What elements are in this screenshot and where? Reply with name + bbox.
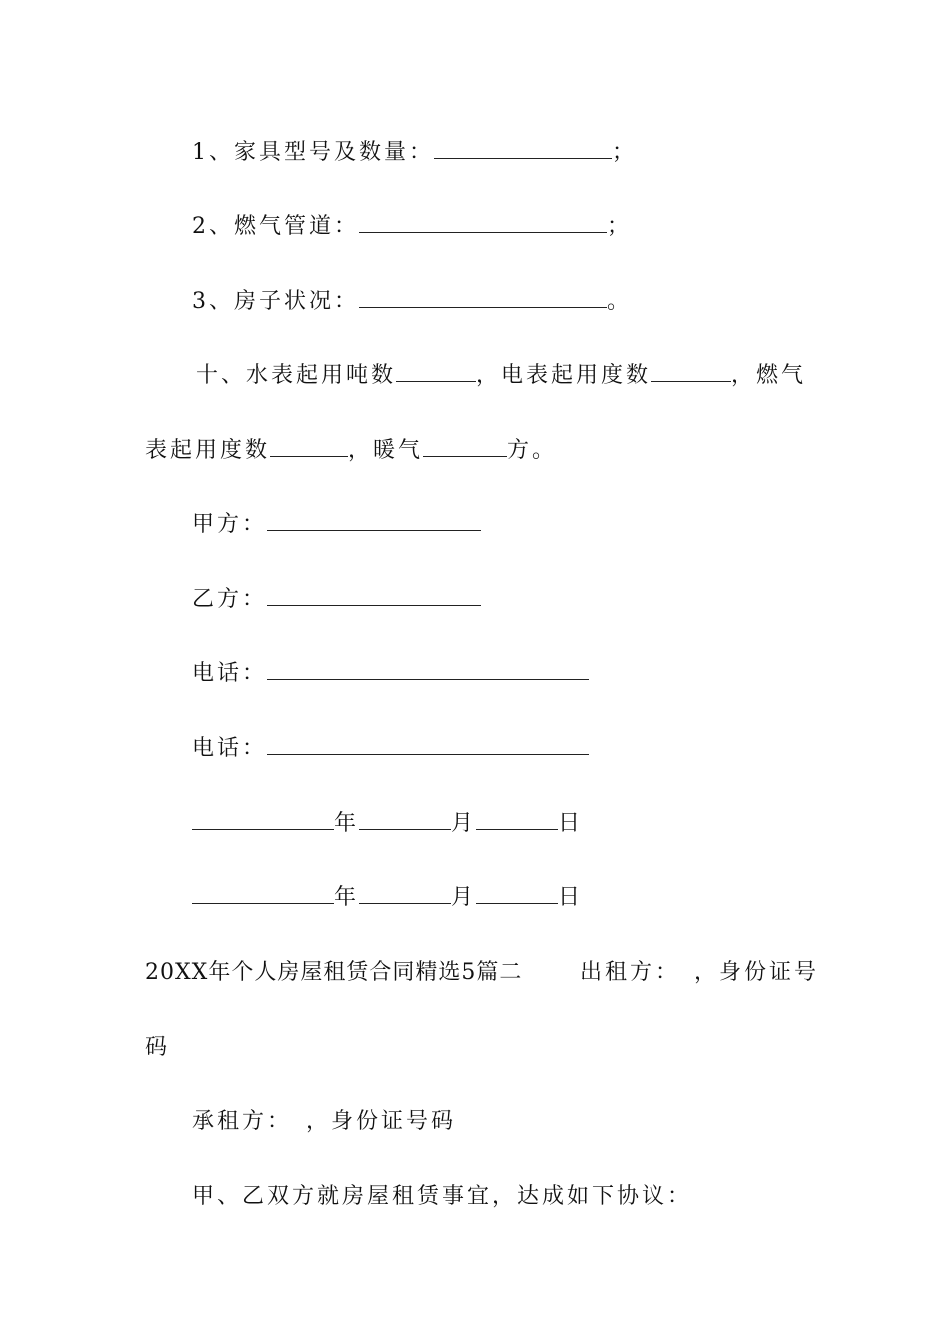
section-heading [145,958,522,988]
day-blank[interactable] [476,885,558,904]
date-line-1 [192,809,583,839]
punct: 。 [607,289,633,314]
lessee-label: 承租方： ，身份证号码 [192,1109,457,1134]
house-condition-blank[interactable] [359,289,607,308]
day-blank[interactable] [476,811,558,830]
agreement-text: 甲、乙双方就房屋租赁事宜，达成如下协议： [192,1184,693,1209]
item-furniture [192,138,637,168]
year-blank[interactable] [192,811,334,830]
party-a-label: 甲方： [192,512,268,537]
phone-blank-2[interactable] [267,736,589,755]
item-house-condition [192,287,632,317]
lessor-id-cont: 码 [145,1035,171,1060]
punct: ； [607,214,633,239]
month-blank[interactable] [359,885,451,904]
item-gas-pipe-label: 2、燃气管道： [192,214,359,239]
month-label: 月 [451,811,477,836]
party-a-blank[interactable] [267,512,481,531]
month-blank[interactable] [359,811,451,830]
lessee-line [192,1107,456,1137]
item-house-condition-label: 3、房子状况： [192,289,359,314]
year-label: 年 [334,811,360,836]
meter-readings-line2 [145,436,557,466]
party-b-line [192,585,481,615]
party-a-line [192,510,481,540]
contract-heading: 20XX年个人房屋租赁合同精选5篇二 [145,960,523,985]
item-gas-pipe [192,212,632,242]
phone-label-2: 电话： [192,736,268,761]
party-b-blank[interactable] [267,587,481,606]
lessor-line-cont [145,1033,170,1063]
day-label: 日 [558,885,584,910]
phone-blank-1[interactable] [267,661,589,680]
meter-readings-line1 [196,361,806,391]
day-label: 日 [558,811,584,836]
agreement-line [192,1182,692,1212]
phone-label-1: 电话： [192,661,268,686]
month-label: 月 [451,885,477,910]
gas-meter-label: 表起用度数 [145,438,271,463]
furniture-blank[interactable] [434,140,612,159]
item-furniture-label: 1、家具型号及数量： [192,140,434,165]
heating-blank[interactable] [423,438,507,457]
year-blank[interactable] [192,885,334,904]
phone-line-2 [192,734,589,764]
heating-label: ，暖气 [348,438,424,463]
phone-line-1 [192,659,589,689]
electric-meter-label: ，电表起用度数 [476,363,652,388]
water-meter-label: 十、水表起用吨数 [196,363,397,388]
date-line-2 [192,883,583,913]
lessor-label: 出租方： ，身份证号 [580,960,820,985]
heating-unit: 方。 [507,438,558,463]
punct: ； [612,140,638,165]
gas-label: ，燃气 [731,363,807,388]
year-label: 年 [334,885,360,910]
lessor-line [580,958,819,988]
gas-pipe-blank[interactable] [359,214,607,233]
party-b-label: 乙方： [192,587,268,612]
gas-meter-blank[interactable] [270,438,348,457]
water-meter-blank[interactable] [396,363,476,382]
electric-meter-blank[interactable] [651,363,731,382]
